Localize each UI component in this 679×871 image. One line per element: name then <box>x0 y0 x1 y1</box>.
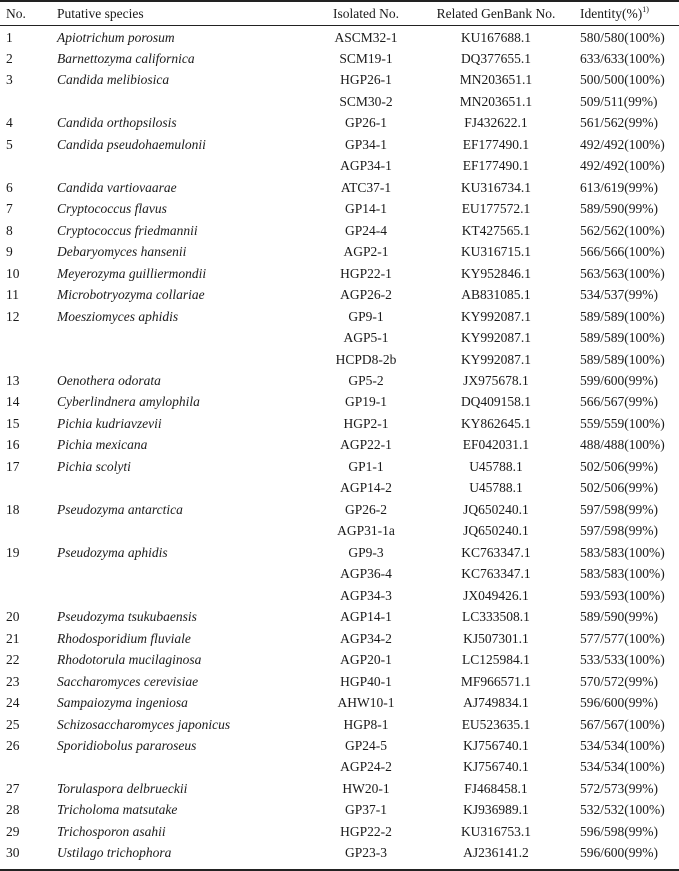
cell-genbank: KU316734.1 <box>460 179 532 195</box>
cell-no: 12 <box>6 308 20 324</box>
cell-genbank: FJ432622.1 <box>464 115 528 131</box>
cell-genbank: MN203651.1 <box>459 93 533 109</box>
cell-species: Cyberlindnera amylophila <box>57 394 200 410</box>
header-isolated: Isolated No. <box>333 6 399 21</box>
cell-species: Apiotrichum porosum <box>57 29 175 45</box>
cell-isolated: HGP22-2 <box>340 823 392 839</box>
cell-species: Pichia scolyti <box>57 458 131 474</box>
cell-genbank: JX049426.1 <box>463 587 529 603</box>
cell-isolated: GP14-1 <box>344 201 387 217</box>
cell-species: Saccharomyces cerevisiae <box>57 673 199 689</box>
cell-isolated: AGP34-2 <box>340 630 392 646</box>
cell-no: 21 <box>6 630 20 646</box>
cell-identity: 589/589(100%) <box>580 351 665 367</box>
cell-no: 9 <box>6 244 13 260</box>
cell-genbank: KT427565.1 <box>461 222 531 238</box>
cell-identity: 561/562(99%) <box>580 115 658 131</box>
cell-genbank: LC125984.1 <box>462 652 530 668</box>
cell-species: Pichia kudriavzevii <box>57 415 162 431</box>
cell-identity: 577/577(100%) <box>580 630 665 646</box>
cell-species: Cryptococcus friedmannii <box>57 222 198 238</box>
cell-isolated: GP5-2 <box>348 373 384 389</box>
table-row <box>0 349 679 371</box>
cell-species: Sporidiobolus pararoseus <box>57 738 197 753</box>
table-row <box>0 456 679 478</box>
cell-no: 24 <box>6 695 20 711</box>
cell-no: 18 <box>6 501 20 517</box>
cell-identity: 567/567(100%) <box>580 716 665 732</box>
cell-no: 28 <box>6 802 20 818</box>
cell-isolated: HCPD8-2b <box>335 351 397 367</box>
cell-no: 10 <box>6 265 20 281</box>
cell-identity: 572/573(99%) <box>580 780 658 796</box>
cell-isolated: GP24-4 <box>344 222 387 238</box>
cell-isolated: GP23-3 <box>344 845 387 861</box>
cell-isolated: AGP34-1 <box>340 158 392 174</box>
cell-no: 11 <box>6 287 19 303</box>
cell-genbank: JQ650240.1 <box>463 523 529 539</box>
table-row <box>0 821 679 843</box>
cell-isolated: SCM30-2 <box>339 93 393 109</box>
cell-species: Barnettozyma californica <box>57 50 195 66</box>
cell-genbank: MN203651.1 <box>459 72 533 88</box>
cell-isolated: AGP22-1 <box>340 437 392 453</box>
cell-genbank: KY952846.1 <box>460 265 532 281</box>
cell-no: 4 <box>6 115 13 131</box>
cell-no: 15 <box>6 415 20 431</box>
cell-identity: 583/583(100%) <box>580 566 665 582</box>
cell-identity: 532/532(100%) <box>580 802 665 818</box>
cell-identity: 509/511(99%) <box>580 93 658 109</box>
table-row <box>0 284 679 306</box>
cell-identity: 492/492(100%) <box>580 136 665 152</box>
cell-species: Rhodotorula mucilaginosa <box>57 652 202 668</box>
header-species: Putative species <box>57 6 144 21</box>
cell-no: 30 <box>6 845 20 861</box>
cell-identity: 570/572(99%) <box>580 673 658 689</box>
cell-genbank: MF966571.1 <box>460 673 532 689</box>
cell-no: 19 <box>6 544 20 560</box>
cell-no: 13 <box>6 373 20 389</box>
cell-genbank: DQ377655.1 <box>460 50 532 66</box>
cell-isolated: AGP31-1a <box>337 523 395 539</box>
cell-genbank: EF177490.1 <box>462 136 530 152</box>
cell-identity: 502/506(99%) <box>580 458 658 474</box>
cell-genbank: LC333508.1 <box>462 609 530 625</box>
table-row <box>0 263 679 285</box>
cell-species: Microbotryozyma collariae <box>57 287 205 303</box>
cell-identity: 566/566(100%) <box>580 244 665 260</box>
cell-genbank: KY992087.1 <box>460 308 532 324</box>
table-row <box>0 842 679 864</box>
cell-isolated: GP1-1 <box>348 458 384 474</box>
cell-identity: 593/593(100%) <box>580 587 665 603</box>
cell-no: 8 <box>6 222 13 238</box>
cell-species: Pseudozyma aphidis <box>57 544 168 560</box>
header-genbank: Related GenBank No. <box>436 6 556 21</box>
cell-identity: 534/537(99%) <box>580 287 658 303</box>
cell-identity: 533/533(100%) <box>580 652 665 668</box>
table-row <box>0 499 679 521</box>
table-row <box>0 692 679 714</box>
cell-genbank: EF177490.1 <box>462 158 530 174</box>
table-row <box>0 799 679 821</box>
cell-no: 29 <box>6 823 20 839</box>
table-row <box>0 112 679 134</box>
cell-identity: 596/600(99%) <box>580 845 658 861</box>
table-row <box>0 756 679 778</box>
cell-identity: 596/600(99%) <box>580 695 658 711</box>
cell-genbank: JX975678.1 <box>463 373 529 389</box>
table-row <box>0 542 679 564</box>
table-header-row <box>0 3 679 24</box>
cell-no: 5 <box>6 136 13 152</box>
cell-genbank: KU167688.1 <box>460 29 532 45</box>
cell-no: 14 <box>6 394 20 410</box>
table-row <box>0 177 679 199</box>
cell-no: 1 <box>6 29 13 45</box>
table-row <box>0 735 679 757</box>
table-row <box>0 585 679 607</box>
table-top-rule <box>0 0 679 2</box>
cell-species: Sampaiozyma ingeniosa <box>57 695 188 711</box>
cell-isolated: HGP40-1 <box>340 673 392 689</box>
cell-isolated: AGP34-3 <box>340 587 392 603</box>
cell-genbank: FJ468458.1 <box>464 780 528 796</box>
cell-identity: 492/492(100%) <box>580 158 665 174</box>
cell-no: 25 <box>6 716 20 732</box>
cell-identity: 596/598(99%) <box>580 823 658 839</box>
cell-identity: 589/589(100%) <box>580 308 665 324</box>
table-row <box>0 434 679 456</box>
table-row <box>0 391 679 413</box>
cell-species: Pichia mexicana <box>57 437 148 453</box>
cell-no: 6 <box>6 179 13 195</box>
cell-genbank: KC763347.1 <box>461 566 531 582</box>
table-row <box>0 69 679 91</box>
cell-isolated: GP9-3 <box>348 544 384 560</box>
table-row <box>0 306 679 328</box>
table-row <box>0 241 679 263</box>
cell-genbank: KU316753.1 <box>460 823 532 839</box>
cell-isolated: HGP2-1 <box>343 415 389 431</box>
cell-identity: 580/580(100%) <box>580 29 665 45</box>
cell-species: Schizosaccharomyces japonicus <box>57 716 231 732</box>
cell-isolated: GP19-1 <box>344 394 387 410</box>
cell-genbank: DQ409158.1 <box>460 394 532 410</box>
cell-identity: 597/598(99%) <box>580 523 658 539</box>
table-row <box>0 606 679 628</box>
cell-genbank: AB831085.1 <box>461 287 531 303</box>
table-row <box>0 628 679 650</box>
cell-identity: 599/600(99%) <box>580 373 658 389</box>
cell-identity: 563/563(100%) <box>580 265 665 281</box>
cell-identity: 488/488(100%) <box>580 437 665 453</box>
header-identity-label: Identity(%) <box>580 6 643 21</box>
table-row <box>0 370 679 392</box>
table-row <box>0 327 679 349</box>
cell-isolated: AGP36-4 <box>340 566 392 582</box>
cell-genbank: U45788.1 <box>469 458 523 474</box>
cell-no: 2 <box>6 50 13 66</box>
cell-isolated: SCM19-1 <box>339 50 393 66</box>
cell-genbank: EU177572.1 <box>461 201 531 217</box>
cell-no: 27 <box>6 780 20 796</box>
cell-species: Trichosporon asahii <box>57 823 166 839</box>
cell-identity: 534/534(100%) <box>580 759 665 775</box>
cell-no: 17 <box>6 458 20 474</box>
cell-isolated: GP24-5 <box>344 738 387 753</box>
table-row <box>0 134 679 156</box>
cell-isolated: ATC37-1 <box>340 179 392 195</box>
cell-genbank: KU316715.1 <box>460 244 532 260</box>
table-row <box>0 649 679 671</box>
cell-identity: 583/583(100%) <box>580 544 665 560</box>
cell-isolated: AGP26-2 <box>340 287 392 303</box>
cell-isolated: GP26-1 <box>344 115 387 131</box>
table-row <box>0 198 679 220</box>
cell-isolated: GP34-1 <box>344 136 387 152</box>
cell-identity: 589/589(100%) <box>580 330 665 346</box>
cell-isolated: ASCM32-1 <box>334 29 398 45</box>
cell-isolated: AGP20-1 <box>340 652 392 668</box>
table-row <box>0 714 679 736</box>
cell-identity: 500/500(100%) <box>580 72 665 88</box>
table-row <box>0 563 679 585</box>
cell-identity: 597/598(99%) <box>580 501 658 517</box>
cell-species: Pseudozyma tsukubaensis <box>57 609 197 625</box>
cell-genbank: EU523635.1 <box>461 716 531 732</box>
cell-species: Rhodosporidium fluviale <box>57 630 191 646</box>
cell-isolated: HGP22-1 <box>340 265 392 281</box>
cell-isolated: GP37-1 <box>344 802 387 818</box>
cell-identity: 589/590(99%) <box>580 201 658 217</box>
cell-isolated: HGP26-1 <box>340 72 392 88</box>
table-row <box>0 48 679 70</box>
cell-no: 26 <box>6 738 20 753</box>
table-row <box>0 671 679 693</box>
cell-species: Tricholoma matsutake <box>57 802 178 818</box>
cell-genbank: AJ236141.2 <box>463 845 529 861</box>
cell-no: 3 <box>6 72 13 88</box>
cell-no: 20 <box>6 609 20 625</box>
table-row <box>0 220 679 242</box>
cell-no: 23 <box>6 673 20 689</box>
table-row <box>0 27 679 49</box>
cell-genbank: JQ650240.1 <box>463 501 529 517</box>
cell-isolated: HW20-1 <box>342 780 390 796</box>
cell-no: 16 <box>6 437 20 453</box>
cell-species: Torulaspora delbrueckii <box>57 780 188 796</box>
cell-species: Candida orthopsilosis <box>57 115 177 131</box>
cell-genbank: KC763347.1 <box>461 544 531 560</box>
cell-species: Moesziomyces aphidis <box>57 308 179 324</box>
cell-species: Candida vartiovaarae <box>57 179 177 195</box>
table-row <box>0 91 679 113</box>
cell-identity: 562/562(100%) <box>580 222 665 238</box>
cell-isolated: GP26-2 <box>344 501 387 517</box>
cell-identity: 534/534(100%) <box>580 738 665 753</box>
cell-isolated: AGP24-2 <box>340 759 392 775</box>
cell-species: Pseudozyma antarctica <box>57 501 183 517</box>
cell-no: 7 <box>6 201 13 217</box>
cell-identity: 613/619(99%) <box>580 179 658 195</box>
cell-isolated: AGP2-1 <box>343 244 389 260</box>
table-row <box>0 413 679 435</box>
header-identity-footnote: 1) <box>642 5 649 14</box>
cell-species: Oenothera odorata <box>57 373 161 389</box>
table-row <box>0 520 679 542</box>
cell-no: 22 <box>6 652 20 668</box>
cell-identity: 502/506(99%) <box>580 480 658 496</box>
cell-genbank: KJ756740.1 <box>463 759 529 775</box>
cell-genbank: U45788.1 <box>469 480 523 496</box>
cell-genbank: KJ756740.1 <box>463 738 529 753</box>
cell-species: Cryptococcus flavus <box>57 201 167 217</box>
table-row <box>0 778 679 800</box>
cell-identity: 633/633(100%) <box>580 50 665 66</box>
cell-identity: 559/559(100%) <box>580 415 665 431</box>
cell-species: Ustilago trichophora <box>57 845 172 861</box>
table-row <box>0 477 679 499</box>
cell-species: Candida pseudohaemulonii <box>57 136 206 152</box>
cell-isolated: AGP14-2 <box>340 480 392 496</box>
cell-species: Debaryomyces hansenii <box>57 244 187 260</box>
cell-isolated: AGP14-1 <box>340 609 392 625</box>
cell-genbank: KY992087.1 <box>460 330 532 346</box>
cell-species: Meyerozyma guilliermondii <box>57 265 207 281</box>
cell-genbank: KY992087.1 <box>460 351 532 367</box>
cell-identity: 566/567(99%) <box>580 394 658 410</box>
header-identity <box>580 3 649 24</box>
cell-isolated: GP9-1 <box>348 308 384 324</box>
cell-genbank: AJ749834.1 <box>463 695 529 711</box>
cell-genbank: KJ936989.1 <box>463 802 529 818</box>
cell-isolated: AGP5-1 <box>343 330 389 346</box>
header-no: No. <box>6 6 26 21</box>
cell-isolated: HGP8-1 <box>343 716 389 732</box>
cell-species: Candida melibiosica <box>57 72 170 88</box>
cell-genbank: KY862645.1 <box>460 415 532 431</box>
table-row <box>0 155 679 177</box>
cell-genbank: EF042031.1 <box>462 437 530 453</box>
cell-identity: 589/590(99%) <box>580 609 658 625</box>
cell-genbank: KJ507301.1 <box>463 630 529 646</box>
cell-isolated: AHW10-1 <box>337 695 395 711</box>
